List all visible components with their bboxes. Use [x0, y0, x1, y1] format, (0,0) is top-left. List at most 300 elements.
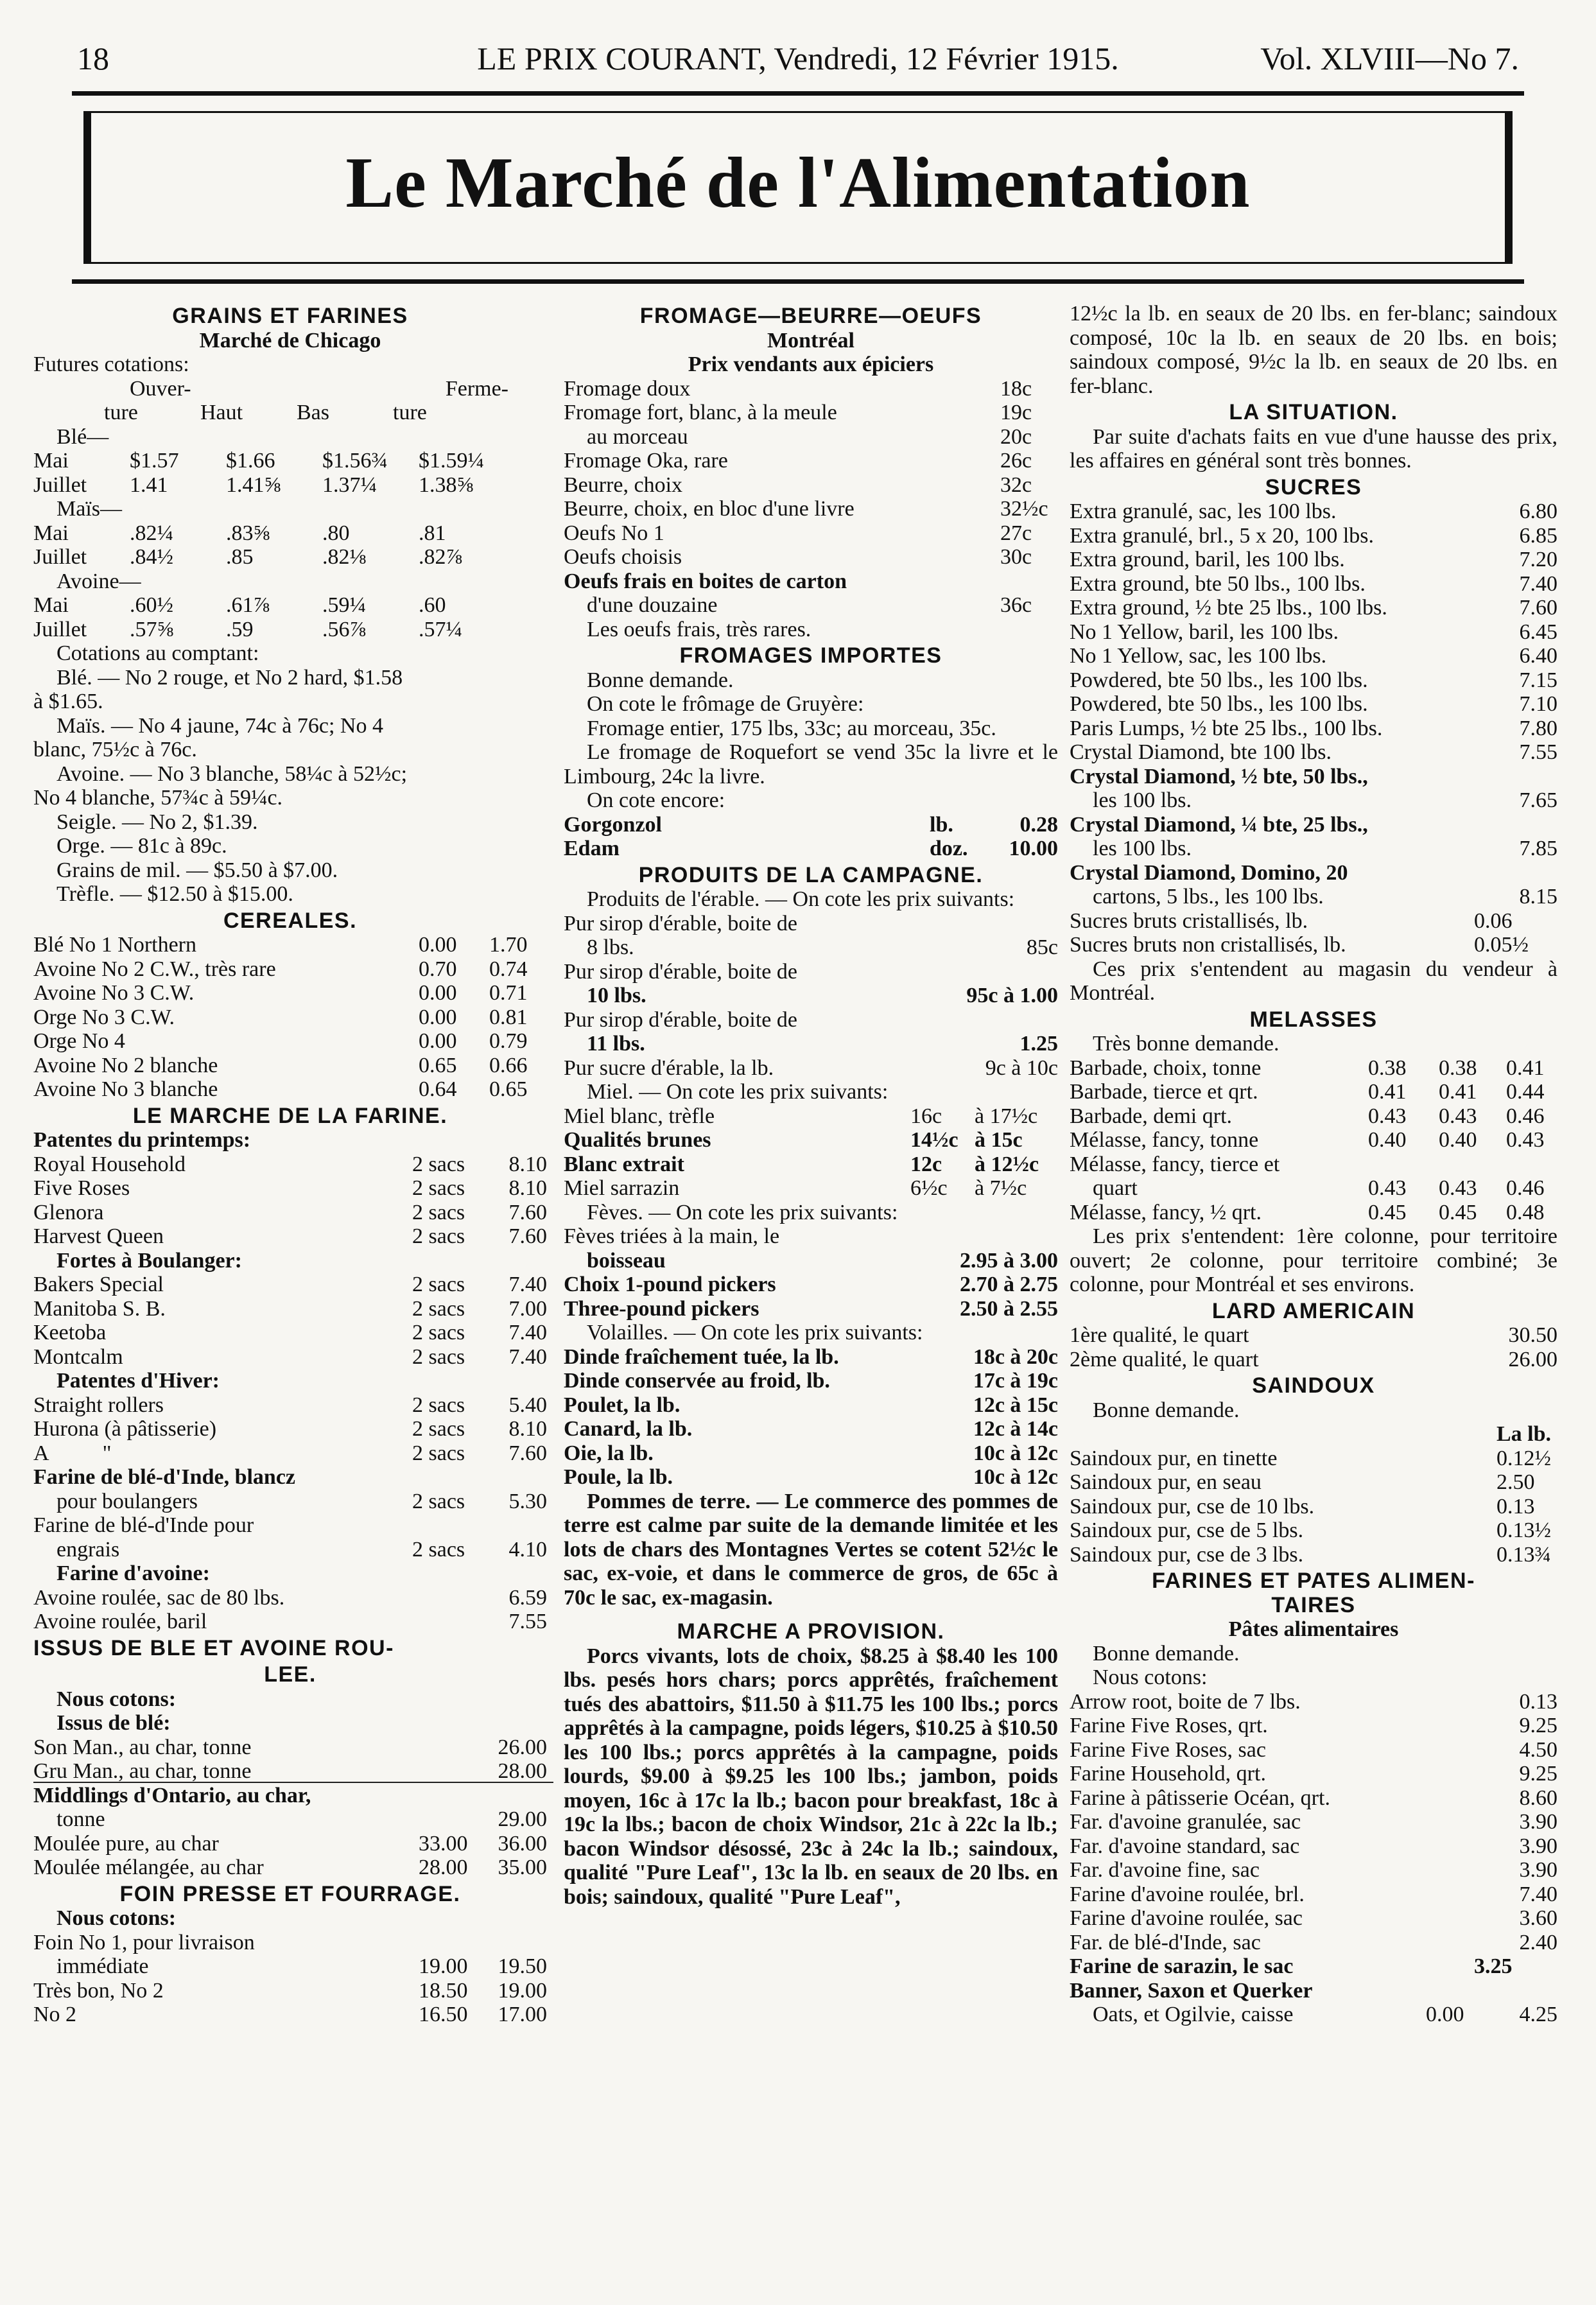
cell: .61⅞ [226, 593, 270, 617]
price: 7.55 [1519, 740, 1557, 764]
item-label: Farine Household, qrt. [1070, 1762, 1266, 1786]
comptant-line: Blé. — No 2 rouge, et No 2 hard, $1.58 [56, 665, 403, 690]
heading-pates: FARINES ET PATES ALIMEN- [1152, 1569, 1475, 1593]
price: 10.00 [1009, 837, 1058, 860]
price: 2.50 à 2.55 [960, 1296, 1058, 1321]
price: 0.38 [1368, 1056, 1407, 1080]
item-label: Blé No 1 Northern [33, 933, 197, 957]
item-label: Saindoux pur, en tinette [1070, 1446, 1278, 1470]
item-label: Five Roses [33, 1176, 130, 1200]
price: 6.40 [1519, 644, 1557, 668]
price: 10c à 12c [973, 1441, 1058, 1465]
commodity-label: Blé— [56, 424, 109, 449]
item-label: Miel blanc, trèfle [564, 1104, 715, 1128]
cell: Bas [297, 401, 329, 424]
price: 95c à 1.00 [966, 984, 1058, 1007]
item-label: Beurre, choix [564, 473, 683, 497]
price: 0.79 [489, 1029, 528, 1053]
price: 2.50 [1496, 1470, 1535, 1494]
price-row [1070, 500, 1557, 524]
item-label: Orge No 3 C.W. [33, 1005, 175, 1029]
price: 0.44 [1506, 1080, 1545, 1104]
cell: ture [104, 401, 138, 424]
futures-row [33, 618, 547, 642]
price: 7.00 [508, 1296, 547, 1321]
price: 19.00 [498, 1978, 547, 2003]
price: 20c [1000, 424, 1032, 449]
unit: 2 sacs [412, 1344, 465, 1369]
unit: 2 sacs [412, 1273, 465, 1296]
price: 7.60 [508, 1224, 547, 1248]
column-rule [33, 1782, 553, 1783]
price-row [33, 1201, 547, 1225]
unit: 2 sacs [412, 1417, 465, 1441]
price-row [33, 1832, 547, 1856]
item-label: Barbade, demi qrt. [1070, 1104, 1233, 1128]
item-label: Poule, la lb. [564, 1465, 673, 1489]
comptant-line: Maïs. — No 4 jaune, 74c à 76c; No 4 [56, 713, 383, 738]
paragraph: Les prix s'entendent: 1ère colonne, pour territoire ouvert; 2e colonne, pour territoire combiné; 3e colonne, pour Montréal et ses environs. [1070, 1224, 1557, 1296]
subheading: Fortes à Boulanger: [56, 1248, 242, 1273]
price: 7.60 [508, 1200, 547, 1224]
price-row [1070, 1176, 1557, 1201]
price-row [564, 1152, 1058, 1177]
heading-fromage: FROMAGE—BEURRE—OEUFS [639, 304, 982, 328]
price: 30.50 [1508, 1323, 1557, 1347]
heading-melasses: MELASSES [1249, 1007, 1378, 1032]
price-row [564, 1176, 1058, 1201]
item-label: Fromage doux [564, 376, 691, 401]
price: 0.43 [1439, 1104, 1477, 1128]
comptant-line: à $1.65. [33, 690, 103, 713]
price-row [564, 1032, 1058, 1056]
price-row [33, 1273, 547, 1297]
item-label: Saindoux pur, cse de 3 lbs. [1070, 1542, 1304, 1567]
cell: .59 [226, 617, 254, 641]
publication-line: LE PRIX COURANT, Vendredi, 12 Février 1915. [477, 40, 1119, 76]
futures-row [33, 473, 547, 498]
price: 0.81 [489, 1005, 528, 1029]
cell: .82¼ [130, 521, 173, 545]
cell: .85 [226, 545, 254, 569]
item-label: Pur sirop d'érable, boite de [564, 959, 797, 984]
price: 0.13 [1519, 1689, 1557, 1714]
item-label: Oeufs No 1 [564, 521, 664, 545]
price-row [1070, 1201, 1557, 1225]
price: 7.40 [508, 1344, 547, 1369]
price: 0.00 [419, 1005, 457, 1029]
price: 6.85 [1519, 523, 1557, 548]
price-row [1070, 837, 1557, 861]
price-row [1070, 692, 1557, 717]
price-row [1070, 572, 1557, 596]
price-row [33, 1176, 547, 1201]
price: 6.80 [1519, 500, 1557, 523]
price: 32c [1000, 473, 1032, 497]
price: 0.00 [1426, 2003, 1464, 2026]
price: 4.10 [508, 1537, 547, 1561]
item-label: Pur sirop d'érable, boite de [564, 1007, 797, 1032]
subheading: Nous cotons: [56, 1687, 177, 1711]
price-row [564, 1369, 1058, 1393]
price: 0.46 [1506, 1176, 1545, 1200]
item-label: Mélasse, fancy, ½ qrt. [1070, 1200, 1262, 1224]
cell: .82⅛ [322, 545, 366, 569]
price-row [33, 1417, 547, 1441]
price-row [33, 1735, 547, 1760]
price: 17.00 [498, 2003, 547, 2026]
price: 10c à 12c [973, 1465, 1058, 1489]
price: 0.05½ [1474, 933, 1529, 957]
heading-grains: GRAINS ET FARINES [172, 304, 408, 328]
price-row [33, 1345, 547, 1370]
price-row [1070, 1714, 1557, 1738]
price: 36c [1000, 593, 1032, 617]
item-label: Oats, et Ogilvie, caisse [1093, 2003, 1294, 2026]
item-label: Fèves triées à la main, le [564, 1224, 780, 1248]
comptant-line: Cotations au comptant: [56, 641, 259, 665]
unit-header: La lb. [1496, 1422, 1551, 1446]
item-label: Saindoux pur, en seau [1070, 1470, 1262, 1494]
price-row [1070, 1786, 1557, 1811]
item-label: Avoine roulée, baril [33, 1610, 207, 1633]
unit: 2 sacs [412, 1537, 465, 1561]
item-label: Foin No 1, pour livraison [33, 1930, 255, 1954]
price-row [33, 957, 547, 982]
price: 8.15 [1519, 885, 1557, 909]
item-label: Crystal Diamond, bte 100 lbs. [1070, 740, 1331, 764]
commodity-label: Maïs— [56, 497, 122, 521]
comptant-line: Trèfle. — $12.50 à $15.00. [56, 882, 293, 906]
cell: 1.38⅝ [419, 473, 473, 497]
page-number: 18 [77, 40, 109, 76]
price: 14½c [910, 1128, 958, 1152]
price: 9.25 [1519, 1762, 1557, 1786]
price: 5.30 [508, 1489, 547, 1513]
subheading-chicago: Marché de Chicago [199, 328, 381, 352]
heading-foin: FOIN PRESSE ET FOURRAGE. [119, 1881, 461, 1906]
cell: Juillet [33, 545, 87, 569]
item-label: Son Man., au char, tonne [33, 1735, 252, 1759]
item-label: Hurona (à pâtisserie) [33, 1417, 217, 1441]
price-row [1070, 1810, 1557, 1834]
price-row [564, 837, 1058, 861]
price: 33.00 [419, 1831, 468, 1856]
item-label: pour boulangers [56, 1489, 198, 1513]
price-row [33, 1005, 547, 1030]
price-row [33, 1490, 547, 1514]
price: 0.13 [1496, 1494, 1535, 1518]
price-row [33, 1297, 547, 1321]
cell: .81 [419, 521, 446, 545]
cell: 1.37¼ [322, 473, 377, 497]
paragraph: Le fromage de Roquefort se vend 35c la livre et le Limbourg, 24c la livre. [564, 740, 1058, 788]
price: 0.43 [1506, 1128, 1545, 1152]
item-label: les 100 lbs. [1093, 788, 1192, 812]
price-row [1070, 596, 1557, 620]
paragraph: Pommes de terre. — Le commerce des pommes de terre est calme par suite de la demande limitée et les lots de chars des Montagnes Vertes se cotent 52½c le sac, ex-voie, et dans le commerce de gros, de 65c à 70c le sac, ex-magasin. [564, 1489, 1058, 1610]
note: Bonne demande. [587, 668, 734, 692]
price-row [1070, 1128, 1557, 1152]
price-row [33, 1224, 547, 1249]
price: 0.38 [1439, 1056, 1477, 1080]
price: 8.60 [1519, 1786, 1557, 1810]
price: 2.70 à 2.75 [960, 1273, 1058, 1296]
price: 7.65 [1519, 788, 1557, 812]
price-row [1070, 788, 1557, 813]
paragraph: Fromage entier, 175 lbs, 33c; au morceau, 35c. [587, 716, 996, 740]
note: On cote encore: [587, 788, 725, 812]
price-row [1070, 1518, 1557, 1543]
item-label: No 2 [33, 2003, 77, 2026]
cell: .80 [322, 521, 350, 545]
item-label: Choix 1-pound pickers [564, 1273, 776, 1296]
price-row [1070, 1931, 1557, 1955]
item-label: Miel sarrazin [564, 1176, 680, 1200]
subheading: Patentes d'Hiver: [56, 1369, 220, 1393]
price: 4.25 [1519, 2003, 1557, 2026]
price: 0.40 [1439, 1128, 1477, 1152]
item-label: Middlings d'Ontario, au char, [33, 1783, 311, 1807]
futures-row [33, 545, 547, 570]
item-label: Extra ground, ½ bte 25 lbs., 100 lbs. [1070, 596, 1387, 620]
price: 28.00 [498, 1759, 547, 1783]
price: 7.40 [508, 1321, 547, 1344]
price: 7.10 [1519, 692, 1557, 716]
item-label: Harvest Queen [33, 1224, 164, 1248]
price: 35.00 [498, 1856, 547, 1879]
cell: Ouver- [130, 376, 191, 401]
heading-issus-cont: LEE. [264, 1662, 317, 1687]
price-row [1070, 717, 1557, 741]
price: 18c à 20c [973, 1344, 1058, 1369]
price-row [33, 1856, 547, 1880]
price-row [1070, 1080, 1557, 1104]
price-row [564, 1104, 1058, 1129]
price-row [33, 1441, 547, 1466]
price: 7.40 [508, 1273, 547, 1296]
price-row [564, 521, 1058, 546]
note: Miel. — On cote les prix suivants: [587, 1080, 889, 1104]
price: 7.40 [1519, 571, 1557, 596]
price: 36.00 [498, 1831, 547, 1856]
price-row [1070, 1906, 1557, 1931]
price: 16.50 [419, 2003, 468, 2026]
price: 0.71 [489, 981, 528, 1005]
price: 0.46 [1506, 1104, 1545, 1128]
item-label: 11 lbs. [587, 1032, 645, 1056]
price: 7.40 [1519, 1882, 1557, 1906]
item-label: Dinde fraîchement tuée, la lb. [564, 1344, 839, 1369]
heading-importes: FROMAGES IMPORTES [679, 643, 942, 668]
price: 17c à 19c [973, 1369, 1058, 1393]
price-row [564, 1441, 1058, 1466]
price-row [1070, 1738, 1557, 1762]
price: 12c à 15c [973, 1393, 1058, 1417]
price-row [1070, 1447, 1557, 1471]
note: Les oeufs frais, très rares. [587, 617, 811, 641]
item-label: Canard, la lb. [564, 1417, 693, 1441]
item-label: Barbade, tierce et qrt. [1070, 1080, 1258, 1104]
item-label: Far. d'avoine standard, sac [1070, 1834, 1300, 1858]
unit: 2 sacs [412, 1441, 465, 1465]
price: 32½c [1000, 497, 1048, 521]
section-banner [72, 91, 1524, 284]
subheading: Nous cotons: [56, 1906, 177, 1930]
heading-issus: ISSUS DE BLE ET AVOINE ROU- [33, 1635, 394, 1660]
price-row [564, 1417, 1058, 1441]
cell: .56⅞ [322, 617, 366, 641]
price: 4.50 [1519, 1737, 1557, 1762]
item-label: Keetoba [33, 1321, 107, 1344]
price: 6.45 [1519, 620, 1557, 644]
price-row [1070, 524, 1557, 548]
note: Fèves. — On cote les prix suivants: [587, 1200, 898, 1224]
item-label: 2ème qualité, le quart [1070, 1347, 1259, 1371]
price: 3.90 [1519, 1834, 1557, 1858]
price-row [1070, 1543, 1557, 1567]
price-row [564, 497, 1058, 521]
price: 6½c [910, 1176, 948, 1200]
price-row [1070, 1954, 1557, 1979]
price-row [33, 1807, 547, 1832]
price: 26.00 [1508, 1347, 1557, 1371]
price: 0.43 [1439, 1176, 1477, 1200]
price: 0.06 [1474, 909, 1513, 933]
cell: .83⅝ [226, 521, 270, 545]
item-label: Royal Household [33, 1152, 186, 1176]
price-row [33, 2003, 547, 2027]
price-row [564, 449, 1058, 473]
price-row [564, 935, 1058, 960]
cell: Juillet [33, 473, 87, 497]
item-label: Saindoux pur, cse de 5 lbs. [1070, 1518, 1304, 1542]
price-row [33, 1393, 547, 1418]
price-row [33, 933, 547, 957]
cell: .57⅝ [130, 617, 173, 641]
item-label: Farine Five Roses, qrt. [1070, 1714, 1268, 1737]
comptant-line: Seigle. — No 2, $1.39. [56, 810, 258, 834]
cell: .57¼ [419, 617, 462, 641]
paragraph: Porcs vivants, lots de choix, $8.25 à $8.40 les 100 lbs. pesés hors chars; porcs apprêtés, fraîchement tués des abattoirs, $11.50 à $11.75 les 100 lbs.; porcs apprêtés à la campagne, poids légers, $10.25 à $10.50 les 100 lbs.; porcs apprêtés à la campagne, poids lourds, $9.00 à $9.25 les 100 lbs.; jambon, poids moyen, 16c à 17c la lb.; bacon pour breakfast, 18c à 19c la lbs.; bacon de choix Windsor, 21c à 22c la lb.; bacon Windsor désossé, 23c à 24c la lb.; saindoux, qualité "Pure Leaf", 13c la lb. en seaux de 20 lbs. en bois; saindoux, qualité "Pure Leaf", [564, 1644, 1058, 1909]
price: 2.95 à 3.00 [960, 1248, 1058, 1273]
price: 7.60 [508, 1441, 547, 1465]
cell: ture [393, 401, 427, 424]
item-label: Barbade, choix, tonne [1070, 1056, 1262, 1080]
item-label: Oeufs choisis [564, 545, 682, 569]
item-label: Avoine No 3 blanche [33, 1077, 218, 1101]
price: 18.50 [419, 1978, 468, 2003]
price: 0.00 [419, 933, 457, 957]
price-row [1070, 1883, 1557, 1907]
price: 3.90 [1519, 1858, 1557, 1882]
item-label: Extra ground, bte 50 lbs., 100 lbs. [1070, 571, 1366, 596]
heading-provision: MARCHE A PROVISION. [677, 1619, 945, 1644]
unit: 2 sacs [412, 1176, 465, 1200]
item-label: Bakers Special [33, 1273, 164, 1296]
item-label: Montcalm [33, 1344, 123, 1369]
price: 0.13½ [1496, 1518, 1551, 1542]
price: 3.60 [1519, 1906, 1557, 1930]
cell: $1.57 [130, 449, 179, 473]
price: 0.74 [489, 957, 528, 981]
price-row [33, 1610, 547, 1634]
heading-saindoux: SAINDOUX [1252, 1373, 1375, 1398]
item-label: Sucres bruts cristallisés, lb. [1070, 909, 1308, 933]
price-row [1070, 740, 1557, 765]
section-title: Le Marché de l'Alimentation [345, 143, 1251, 223]
paragraph: Par suite d'achats faits en vue d'une hausse des prix, les affaires en général sont très bonnes. [1070, 424, 1557, 473]
item-label: Qualités brunes [564, 1128, 711, 1152]
item-label: Oeufs frais en boites de carton [564, 569, 847, 593]
price-row [33, 1029, 547, 1054]
item-label: cartons, 5 lbs., les 100 lbs. [1093, 885, 1324, 909]
item-label: Saindoux pur, cse de 10 lbs. [1070, 1494, 1315, 1518]
item-label: Avoine No 3 C.W. [33, 981, 195, 1005]
item-label: Avoine roulée, sac de 80 lbs. [33, 1585, 285, 1610]
commodity-label: Avoine— [56, 569, 141, 593]
item-label: Powdered, bte 50 lbs., les 100 lbs. [1070, 692, 1368, 716]
price-row [33, 1321, 547, 1345]
item-label: Edam [564, 837, 620, 860]
price: 3.90 [1519, 1810, 1557, 1834]
unit: 2 sacs [412, 1296, 465, 1321]
cell: 1.41⅝ [226, 473, 281, 497]
item-label: Extra granulé, sac, les 100 lbs. [1070, 500, 1337, 523]
note: Bonne demande. [1093, 1398, 1240, 1422]
item-label: Extra ground, baril, les 100 lbs. [1070, 548, 1345, 571]
item-label: Pur sirop d'érable, boite de [564, 911, 797, 935]
price-row [564, 425, 1058, 449]
price-row [564, 1297, 1058, 1321]
price-row [564, 1249, 1058, 1273]
futures-row [33, 593, 547, 618]
unit: doz. [930, 837, 968, 860]
price-row [1070, 1056, 1557, 1081]
heading-sucres: SUCRES [1265, 474, 1362, 500]
item-label: Farine de blé-d'Inde, blancz [33, 1465, 296, 1489]
price: 7.80 [1519, 716, 1557, 740]
price: 8.10 [508, 1417, 547, 1441]
price: 26.00 [498, 1735, 547, 1759]
price: 7.15 [1519, 668, 1557, 692]
price: 0.65 [419, 1053, 457, 1077]
item-label: Fromage Oka, rare [564, 449, 728, 473]
price-row [564, 401, 1058, 425]
running-header [77, 40, 1519, 85]
price: 8.10 [508, 1152, 547, 1176]
cell: .82⅞ [419, 545, 462, 569]
item-label: d'une douzaine [587, 593, 718, 617]
heading-pates-cont: TAIRES [1271, 1592, 1356, 1617]
price-row [564, 473, 1058, 498]
comptant-line: blanc, 75½c à 76c. [33, 738, 197, 761]
item-label: Mélasse, fancy, tierce et [1070, 1152, 1280, 1176]
price-row [33, 1954, 547, 1979]
note: On cote le frômage de Gruyère: [587, 692, 864, 716]
price: 0.45 [1368, 1200, 1407, 1224]
cell: .60½ [130, 593, 173, 617]
price: 0.65 [489, 1077, 528, 1101]
cell: $1.66 [226, 449, 275, 473]
price: 18c [1000, 376, 1032, 401]
price: 0.13¾ [1496, 1542, 1551, 1567]
item-label: Farine d'avoine roulée, sac [1070, 1906, 1303, 1930]
price-row [33, 1152, 547, 1177]
comptant-line: Grains de mil. — $5.50 à $7.00. [56, 858, 338, 882]
price: 6.59 [508, 1585, 547, 1610]
item-label: Farine de sarazin, le sac [1070, 1954, 1294, 1978]
